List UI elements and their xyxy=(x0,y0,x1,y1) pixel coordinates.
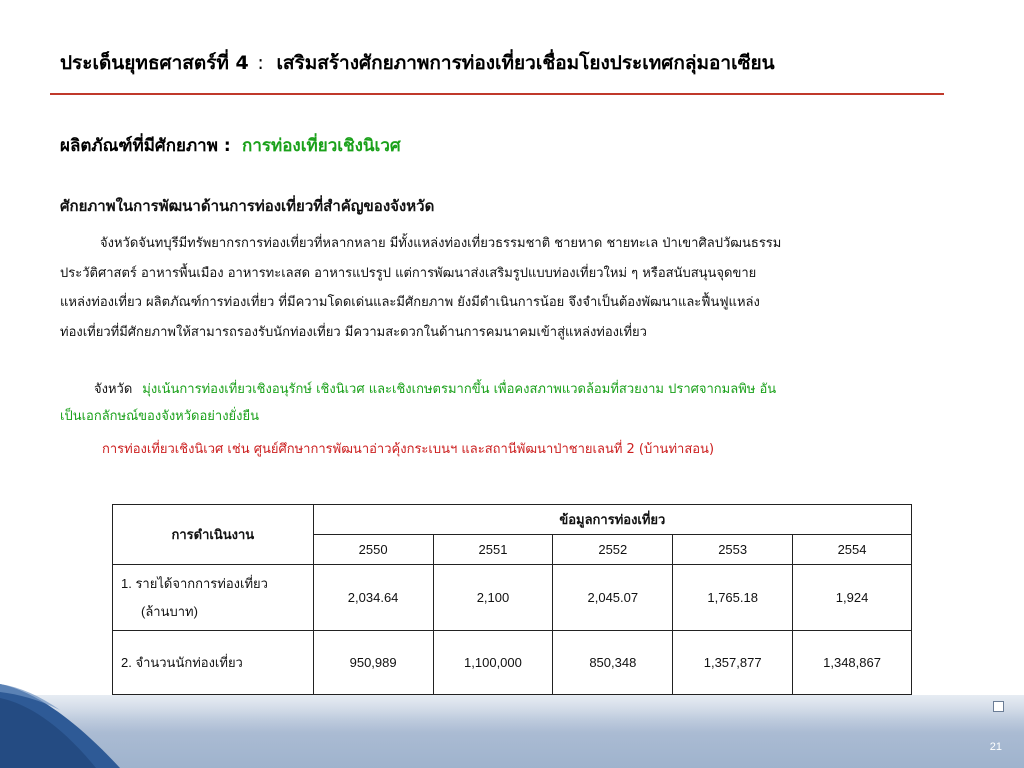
focus-prefix: จังหวัด xyxy=(94,382,133,397)
slide-control-icon[interactable] xyxy=(993,701,1004,712)
table-row xyxy=(113,565,912,631)
section-subheading: ศักยภาพในการพัฒนาด้านการท่องเที่ยวที่สำคัญของจังหวัด xyxy=(60,197,435,215)
heading-separator: : xyxy=(257,52,264,74)
focus-line-1 xyxy=(60,376,960,403)
focus-text-2: เป็นเอกลักษณ์ของจังหวัดอย่างยั่งยืน xyxy=(60,409,260,424)
row-label-main: 2. จำนวนนักท่องเที่ยว xyxy=(121,654,243,670)
table-cell: 2,100 xyxy=(433,565,553,631)
product-value: การท่องเที่ยวเชิงนิเวศ xyxy=(242,136,401,156)
year-header: 2551 xyxy=(433,535,553,565)
paragraph-line: จังหวัดจันทบุรีมีทรัพยากรการท่องเที่ยวที่หลากหลาย มีทั้งแหล่งท่องเที่ยวธรรมชาติ ชายหาด ชายทะเล ป่าเขาศิลปวัฒนธรรม xyxy=(100,236,782,251)
potential-paragraph xyxy=(60,229,960,347)
heading-label: ประเด็นยุทธศาสตร์ที่ 4 xyxy=(60,52,249,74)
year-header: 2554 xyxy=(793,535,912,565)
table-cell: 2,034.64 xyxy=(313,565,433,631)
operation-column-header: การดำเนินงาน xyxy=(113,505,314,565)
footer-highlight xyxy=(0,695,1024,733)
table-row xyxy=(113,631,912,695)
focus-paragraph xyxy=(60,376,960,430)
focus-text-1: มุ่งเน้นการท่องเที่ยวเชิงอนุรักษ์ เชิงนิเวศ และเชิงเกษตรมากขึ้น เพื่อคงสภาพแวดล้อมที่สวยงาม ปราศจากมลพิษ อัน xyxy=(142,382,777,397)
tourism-data-table xyxy=(112,504,912,695)
row-label-main: 1. รายได้จากการท่องเที่ยว xyxy=(121,575,268,591)
table-cell: 1,924 xyxy=(793,565,912,631)
year-header: 2552 xyxy=(553,535,673,565)
tourism-data-group-header: ข้อมูลการท่องเที่ยว xyxy=(313,505,911,535)
ecotourism-example: การท่องเที่ยวเชิงนิเวศ เช่น ศูนย์ศึกษาการพัฒนาอ่าวคุ้งกระเบนฯ และสถานีพัฒนาป่าชายเลนที่ 2 (บ้านท่าสอน) xyxy=(102,442,715,457)
corner-wave-decoration xyxy=(0,684,150,768)
heading-title: เสริมสร้างศักยภาพการท่องเที่ยวเชื่อมโยงประเทศกลุ่มอาเซียน xyxy=(276,52,775,74)
paragraph-line: ประวัติศาสตร์ อาหารพื้นเมือง อาหารทะเลสด อาหารแปรรูป แต่การพัฒนาส่งเสริมรูปแบบท่องเที่ยวใหม่ ๆ หรือสนับสนุนจุดขาย xyxy=(60,265,757,281)
paragraph-line: แหล่งท่องเที่ยว ผลิตภัณฑ์การท่องเที่ยว ที่มีความโดดเด่นและมีศักยภาพ ยังมีดำเนินการน้อย จึงจำเป็นต้องพัฒนาและฟื้นฟูแหล่ง xyxy=(60,295,760,310)
table-cell: 950,989 xyxy=(313,631,433,695)
year-header: 2550 xyxy=(313,535,433,565)
slide-footer-band xyxy=(0,695,1024,768)
row-label xyxy=(113,565,314,631)
heading-rule xyxy=(50,93,944,95)
table-cell: 2,045.07 xyxy=(553,565,673,631)
paragraph-line: ท่องเที่ยวที่มีศักยภาพให้สามารถรองรับนักท่องเที่ยว มีความสะดวกในด้านการคมนาคมเข้าสู่แหล่งท่องเที่ยว xyxy=(60,324,647,340)
year-header: 2553 xyxy=(673,535,793,565)
table-cell: 1,765.18 xyxy=(673,565,793,631)
table-cell: 1,348,867 xyxy=(793,631,912,695)
row-label-unit: (ล้านบาท) xyxy=(141,603,198,619)
slide-heading xyxy=(60,48,960,78)
product-label: ผลิตภัณฑ์ที่มีศักยภาพ : xyxy=(60,136,231,156)
table-cell: 1,357,877 xyxy=(673,631,793,695)
page-number: 21 xyxy=(989,741,1002,753)
table-cell: 1,100,000 xyxy=(433,631,553,695)
table-cell: 850,348 xyxy=(553,631,673,695)
product-line xyxy=(60,132,401,159)
